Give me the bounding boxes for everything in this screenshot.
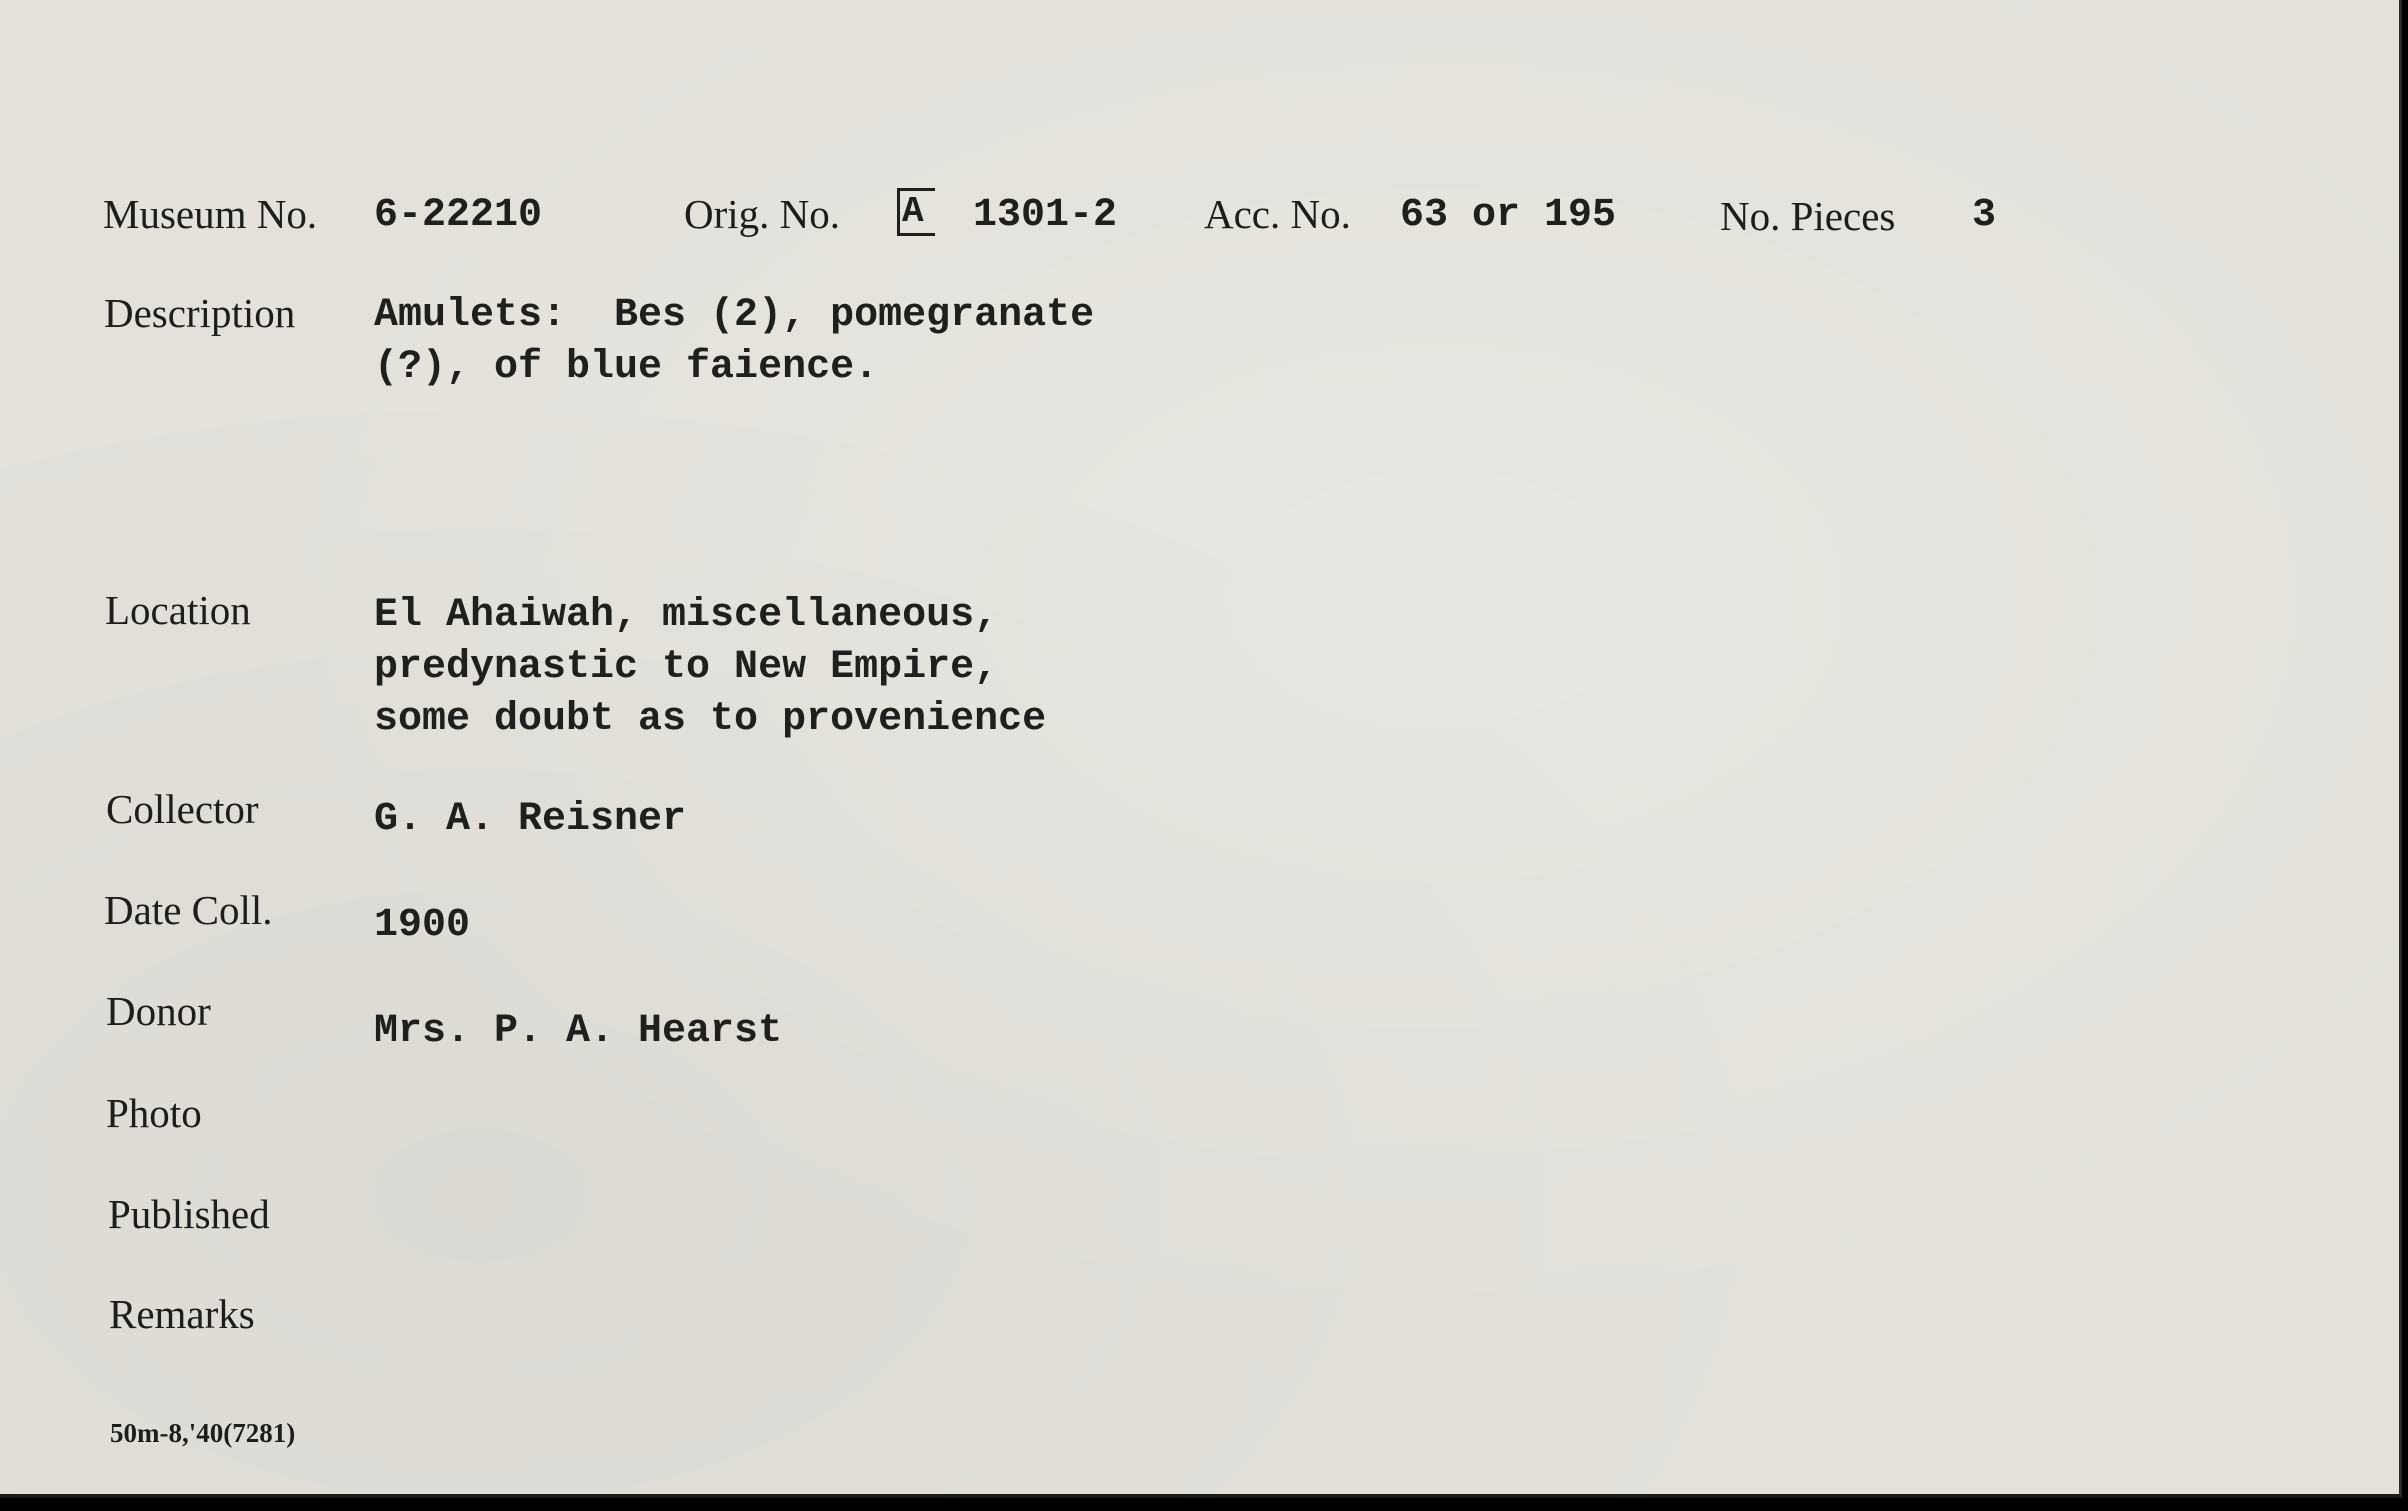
no-pieces-label: No. Pieces <box>1720 193 1896 239</box>
location-line-2: predynastic to New Empire, <box>374 645 999 690</box>
description-label: Description <box>104 290 296 336</box>
published-label: Published <box>108 1191 270 1237</box>
location-line-1: El Ahaiwah, miscellaneous, <box>374 593 999 638</box>
no-pieces-value: 3 <box>1972 193 1997 238</box>
donor-value: Mrs. P. A. Hearst <box>374 1009 783 1054</box>
photo-label: Photo <box>106 1090 202 1136</box>
collector-value: G. A. Reisner <box>374 797 687 842</box>
date-coll-label: Date Coll. <box>104 887 273 933</box>
description-line-2: (?), of blue faience. <box>374 345 879 390</box>
location-line-3: some doubt as to provenience <box>374 697 1047 742</box>
donor-label: Donor <box>106 988 211 1034</box>
museum-no-label: Museum No. <box>103 191 318 237</box>
orig-no-label: Orig. No. <box>684 191 841 237</box>
print-code: 50m-8,'40(7281) <box>110 1418 296 1448</box>
collector-label: Collector <box>106 786 259 832</box>
museum-no-value: 6-22210 <box>374 193 543 238</box>
remarks-label: Remarks <box>109 1291 255 1337</box>
acc-no-value: 63 or 195 <box>1400 193 1617 238</box>
acc-no-label: Acc. No. <box>1204 191 1351 237</box>
orig-no-prefix: A <box>902 191 924 232</box>
orig-no-value: 1301-2 <box>973 193 1118 238</box>
date-coll-value: 1900 <box>374 903 471 948</box>
location-label: Location <box>105 587 251 633</box>
description-line-1: Amulets: Bes (2), pomegranate <box>374 293 1095 338</box>
